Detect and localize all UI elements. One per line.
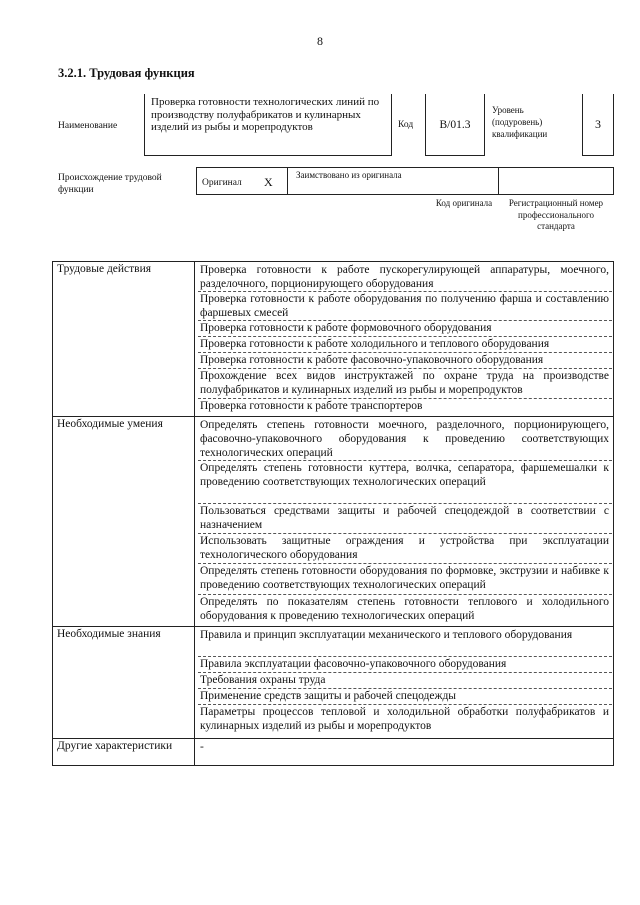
page-number: 8	[317, 34, 323, 48]
origin-reg-cell	[498, 167, 614, 195]
origin-code-caption: Код оригинала	[435, 198, 493, 208]
table-column-divider	[194, 261, 195, 766]
labor-action-item: Проверка готовности к работе транспортеров	[200, 400, 423, 412]
skill-item: Определять степень готовности оборудования по формовке, экструзии и набивке к проведению соответствующих технологических операций	[200, 565, 609, 591]
labor-action-item: Прохождение всех видов инструктажей по охране труда на производстве полуфабрикатов и кулинарных изделий из рыбы и морепродуктов	[200, 370, 609, 396]
labor-action-item: Проверка готовности к работе оборудования по получению фарша и составлению фаршевых смесей	[200, 293, 609, 319]
skill-item: Определять степень готовности куттера, волчка, сепаратора, фаршемешалки к проведению соответствующих технологических операций	[200, 462, 609, 488]
knowledge-item: Требования охраны труда	[200, 674, 326, 686]
labor-action-item: Проверка готовности к работе пускорегулирующей аппаратуры, моечного, разделочного, порционирующего оборудования	[200, 264, 609, 290]
function-name-value: Проверка готовности технологических линий по производству полуфабрикатов и кулинарных изделий из рыбы и морепродуктов	[151, 96, 380, 133]
origin-mark: X	[264, 175, 273, 189]
knowledge-item: Применение средств защиты и рабочей спецодежды	[200, 690, 457, 702]
skill-item: Пользоваться средствами защиты и рабочей спецодеждой в соответствии с назначением	[200, 505, 609, 531]
code-label: Код	[398, 120, 414, 130]
skills-label: Необходимые умения	[57, 418, 163, 430]
skill-item: Определять по показателям степень готовности теплового и холодильного оборудования к проведению технологических операций	[200, 596, 609, 622]
other-characteristics-value: -	[200, 741, 204, 753]
origin-label: Происхождение трудовой функции	[58, 173, 162, 195]
origin-borrowed-text: Заимствовано из оригинала	[296, 170, 402, 180]
level-box	[582, 94, 614, 156]
level-value: 3	[595, 117, 601, 131]
knowledge-item: Параметры процессов тепловой и холодильной обработки полуфабрикатов и кулинарных изделий из рыбы и морепродуктов	[200, 706, 609, 732]
knowledge-label: Необходимые знания	[57, 628, 161, 640]
code-box	[425, 94, 485, 156]
labor-action-item: Проверка готовности к работе фасовочно-упаковочного оборудования	[200, 354, 544, 366]
other-label: Другие характеристики	[57, 740, 173, 752]
level-label: Уровень (подуровень) квалификации	[492, 105, 548, 139]
function-name-box	[144, 94, 392, 156]
skill-item: Использовать защитные ограждения и устройства при эксплуатации технологического оборудования	[200, 535, 609, 561]
origin-code-cell	[430, 167, 498, 195]
labor-actions-label: Трудовые действия	[57, 263, 152, 275]
table-row-divider	[52, 626, 614, 627]
knowledge-item: Правила эксплуатации фасовочно-упаковочного оборудования	[200, 658, 507, 670]
labor-action-item: Проверка готовности к работе холодильного и теплового оборудования	[200, 338, 550, 350]
origin-original-text: Оригинал	[202, 178, 242, 188]
code-value: B/01.3	[439, 118, 471, 131]
skill-item: Определять степень готовности моечного, разделочного, порционирующего, фасовочно-упаковочного оборудования к проведению соответствующих технологических операций	[200, 419, 609, 459]
reg-number-caption: Регистрационный номер профессионального стандарта	[508, 198, 604, 231]
name-label: Наименование	[58, 121, 118, 131]
labor-action-item: Проверка готовности к работе формовочного оборудования	[200, 322, 492, 334]
knowledge-item: Правила и принцип эксплуатации механического и теплового оборудования	[200, 629, 573, 641]
table-row-divider	[52, 738, 614, 739]
table-row-divider	[52, 416, 614, 417]
section-title: 3.2.1. Трудовая функция	[58, 66, 195, 80]
